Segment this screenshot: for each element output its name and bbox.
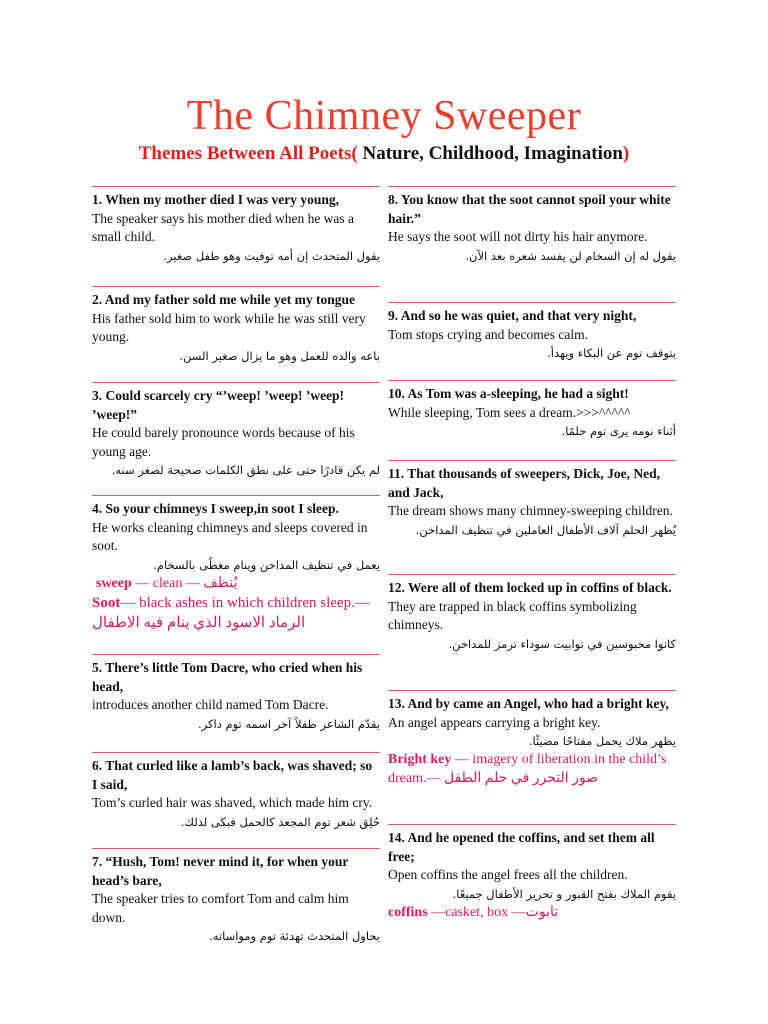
section-english: He works cleaning chimneys and sleeps covered in soot. — [92, 519, 368, 553]
section-heading: 8. You know that the soot cannot spoil your white hair.” — [388, 192, 671, 226]
page-subtitle — [0, 142, 768, 166]
section-6 — [92, 752, 380, 831]
subtitle-prefix: Themes Between All Poets( — [138, 143, 358, 164]
section-2 — [92, 286, 380, 365]
gloss-term: coffins — [388, 904, 428, 920]
section-heading: 12. Were all of them locked up in coffins of black. — [388, 580, 672, 595]
section-arabic: يُظهر الحلم آلاف الأطفال العاملين في تنظيف المداخن. — [415, 522, 676, 537]
subtitle-suffix: ) — [622, 143, 630, 164]
section-8 — [388, 186, 676, 265]
section-divider — [92, 382, 380, 383]
section-english: They are trapped in black coffins symbolizing chimneys. — [388, 598, 637, 632]
gloss-coffins — [388, 903, 676, 922]
section-arabic: يقول له إن السخام لن يفسد شعره بعد الآن. — [465, 248, 676, 263]
section-9 — [388, 302, 676, 362]
gloss-definition: — imagery of liberation in the child’s dream.— صور التحرر في حلم الطفل — [388, 752, 667, 786]
section-arabic: باعه والده للعمل وهو ما يزال صغير السن. — [179, 348, 380, 363]
gloss-soot — [92, 593, 380, 633]
gloss-definition: — clean — يُنظف — [131, 575, 238, 591]
section-arabic: حُلِق شعر توم المجعد كالحمل فبكى لذلك. — [180, 814, 380, 829]
section-divider — [92, 186, 380, 187]
section-english: Tom’s curled hair was shaved, which made him cry. — [92, 795, 373, 810]
section-arabic: كانوا محبوسين في توابيت سوداء ترمز للمداخن. — [448, 636, 676, 651]
section-11 — [388, 460, 676, 539]
page-title: The Chimney Sweeper — [186, 93, 582, 139]
section-heading: 11. That thousands of sweepers, Dick, Joe, Ned, and Jack, — [388, 466, 661, 500]
section-14 — [388, 824, 676, 922]
section-english: The speaker says his mother died when he was a small child. — [92, 210, 355, 244]
section-divider — [388, 460, 676, 461]
section-english: The dream shows many chimney-sweeping children. — [388, 503, 673, 518]
section-divider — [388, 690, 676, 691]
subtitle-themes: Nature, Childhood, Imagination — [357, 143, 623, 164]
section-english: He could barely pronounce words because of his young age. — [92, 425, 355, 459]
section-arabic: يقول المتحدث إن أمه توفيت وهو طفل صغير. — [163, 248, 380, 263]
section-divider — [92, 848, 380, 849]
gloss-term: Bright key — [388, 752, 452, 767]
section-divider — [388, 380, 676, 381]
section-heading: 3. Could scarcely cry “’weep! ’weep! ’weep! ’weep!” — [92, 388, 345, 422]
section-divider — [92, 654, 380, 655]
gloss-definition: — black ashes in which children sleep.— الرماد الاسود الذي ينام فيه الاطفال — [92, 594, 370, 631]
section-heading: 9. And so he was quiet, and that very night, — [388, 308, 637, 323]
section-heading: 7. “Hush, Tom! never mind it, for when your head’s bare, — [92, 854, 349, 888]
section-english: He says the soot will not dirty his hair anymore. — [388, 229, 648, 244]
section-arabic: يتوقف توم عن البكاء ويهدأ. — [547, 346, 676, 360]
gloss-bright-key — [388, 750, 676, 788]
section-divider — [388, 186, 676, 187]
section-english: Open coffins the angel frees all the children. — [388, 867, 628, 882]
section-arabic: يقوم الملاك بفتح القبور و تحرير الأطفال جميعًا. — [452, 886, 676, 901]
section-3 — [92, 382, 380, 479]
section-arabic: يظهر ملاك يحمل مفتاحًا مضيئًا. — [528, 734, 676, 748]
section-heading: 5. There’s little Tom Dacre, who cried when his head, — [92, 660, 363, 694]
section-divider — [92, 752, 380, 753]
gloss-term: Soot — [92, 594, 121, 611]
section-arabic: أثناء نومه يرى توم حلمًا. — [561, 424, 676, 438]
gloss-definition: —casket, box —تابوت — [427, 904, 559, 920]
section-7 — [92, 848, 380, 945]
section-arabic: يقدّم الشاعر طفلاً آخر اسمه توم داكر. — [198, 716, 380, 731]
section-arabic: لم يكن قادرًا حتى على نطق الكلمات صحيحة لصغر سنه. — [111, 463, 380, 477]
section-divider — [388, 302, 676, 303]
section-arabic: يعمل في تنظيف المداخن وينام مغطًى بالسخام. — [153, 557, 380, 572]
section-13 — [388, 690, 676, 788]
section-english: His father sold him to work while he was still very young. — [92, 310, 366, 344]
section-12 — [388, 574, 676, 653]
section-english: While sleeping, Tom sees a dream.>>>^^^^^ — [388, 404, 631, 420]
section-english: introduces another child named Tom Dacre. — [92, 697, 329, 712]
section-heading: 2. And my father sold me while yet my tongue — [92, 292, 355, 307]
gloss-term: sweep — [96, 575, 132, 591]
section-english: An angel appears carrying a bright key. — [388, 714, 601, 730]
gloss-sweep — [92, 574, 380, 593]
section-divider — [388, 574, 676, 575]
section-heading: 13. And by came an Angel, who had a bright key, — [388, 696, 669, 711]
section-1 — [92, 186, 380, 265]
section-divider — [388, 824, 676, 825]
section-5 — [92, 654, 380, 733]
section-heading: 10. As Tom was a-sleeping, he had a sight! — [388, 386, 629, 401]
section-heading: 1. When my mother died I was very young, — [92, 192, 340, 207]
section-4 — [92, 495, 380, 633]
section-10 — [388, 380, 676, 440]
section-heading: 6. That curled like a lamb’s back, was shaved; so I said, — [92, 758, 373, 792]
section-divider — [92, 495, 380, 496]
section-arabic: يحاول المتحدث تهدئة توم ومواساته. — [209, 929, 380, 943]
section-heading: 4. So your chimneys I sweep,in soot I sleep. — [92, 501, 339, 516]
section-english: The speaker tries to comfort Tom and calm him down. — [92, 891, 349, 925]
section-heading: 14. And he opened the coffins, and set them all free; — [388, 830, 655, 864]
section-divider — [92, 286, 380, 287]
section-english: Tom stops crying and becomes calm. — [388, 326, 589, 342]
